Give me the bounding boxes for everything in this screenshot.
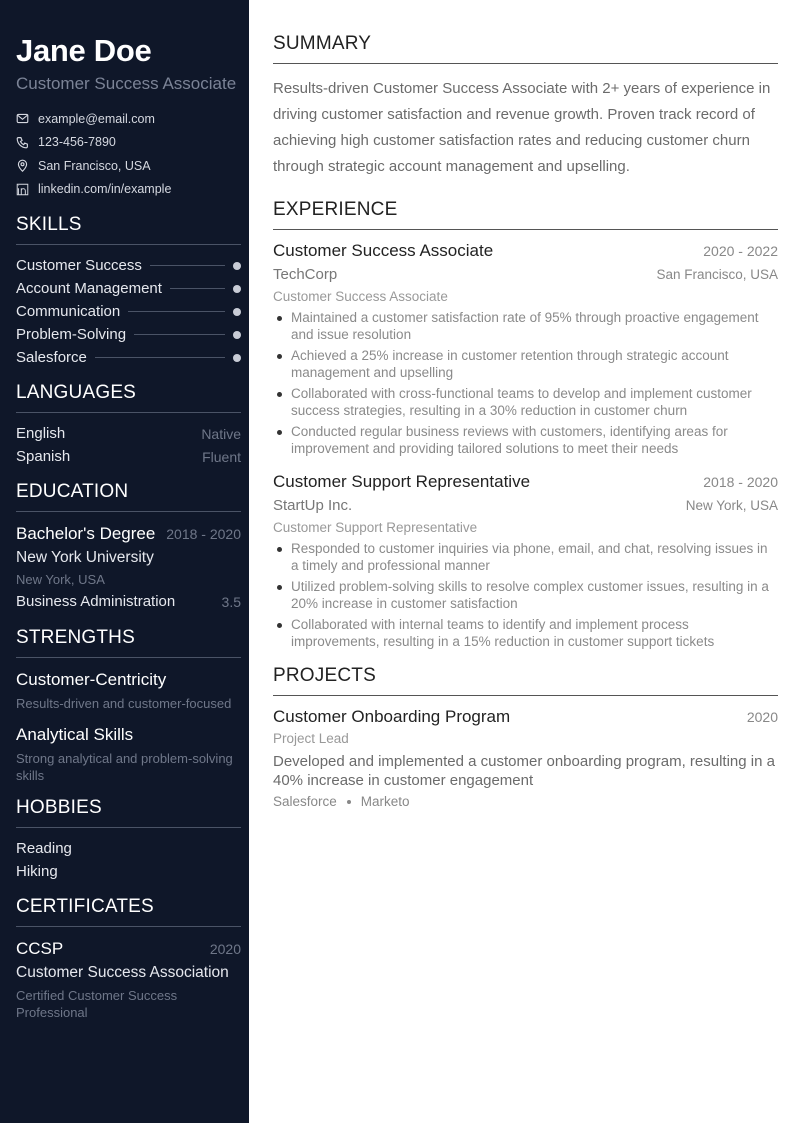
education-dates: 2018 - 2020 [166, 525, 241, 542]
job-company: TechCorp [273, 266, 338, 283]
project-role: Project Lead [273, 731, 349, 746]
certificate-year: 2020 [209, 940, 241, 957]
job-company: StartUp Inc. [273, 497, 353, 514]
education-degree: Bachelor's Degree [16, 524, 156, 543]
contact-phone-text: 123-456-7890 [38, 135, 116, 150]
job-role: Customer Success Associate [273, 289, 448, 304]
skill-dot [233, 331, 241, 339]
strength-title: Analytical Skills [16, 725, 134, 744]
person-name: Jane Doe [16, 33, 152, 68]
skill-label: Problem-Solving [16, 326, 127, 343]
experience-entry [273, 469, 778, 650]
summary-text: Results-driven Customer Success Associate with 2+ years of experience in driving customer satisfaction and revenue growth. Proven track record of achieving high customer satisfaction rates and reducing customer churn through strategic account management and upselling. [273, 80, 771, 175]
projects-heading: PROJECTS [273, 664, 778, 696]
phone-icon [16, 136, 29, 149]
project-tag: Salesforce [273, 794, 337, 809]
skill-item [16, 323, 241, 346]
linkedin-icon [16, 183, 29, 196]
education-gpa: 3.5 [221, 594, 241, 610]
strength-desc: Strong analytical and problem-solving skills [16, 751, 233, 783]
experience-heading: EXPERIENCE [273, 198, 778, 230]
project-title: Customer Onboarding Program [273, 707, 511, 726]
sidebar [0, 0, 249, 1123]
job-location: New York, USA [685, 498, 778, 513]
language-level: Fluent [202, 448, 241, 465]
skill-divider [134, 334, 225, 335]
job-dates: 2020 - 2022 [703, 243, 778, 259]
project-year: 2020 [746, 709, 778, 725]
tag-separator [347, 800, 351, 804]
education-entry [16, 521, 241, 614]
contact-phone[interactable] [16, 131, 241, 155]
strength-title: Customer-Centricity [16, 670, 167, 689]
languages-heading: LANGUAGES [16, 381, 241, 413]
certificate-org: Customer Success Association [16, 964, 229, 981]
experience-entry [273, 238, 778, 457]
job-bullet: Utilized problem-solving skills to resolve complex customer issues, resulting in a 20% increase in customer satisfaction [291, 578, 778, 612]
skill-divider [170, 288, 225, 289]
skill-dot [233, 308, 241, 316]
education-location: New York, USA [16, 572, 105, 587]
strength-item [16, 722, 241, 784]
job-title: Customer Success Associate [273, 241, 494, 260]
language-item [16, 422, 241, 445]
language-name: English [16, 425, 66, 442]
strengths-list [16, 667, 241, 784]
certificates-heading: CERTIFICATES [16, 895, 241, 927]
skill-dot [233, 285, 241, 293]
skill-label: Account Management [16, 280, 162, 297]
job-bullet: Collaborated with cross-functional teams to develop and implement customer success strategies, resulting in a 30% reduction in customer churn [291, 385, 778, 419]
skill-divider [150, 265, 225, 266]
project-tag: Marketo [360, 794, 410, 809]
mail-icon [16, 112, 29, 125]
language-level: Native [201, 425, 241, 442]
job-title: Customer Support Representative [273, 472, 531, 491]
skills-list [16, 254, 241, 369]
language-item [16, 445, 241, 468]
strength-item [16, 667, 241, 712]
skill-label: Salesforce [16, 349, 87, 366]
job-location: San Francisco, USA [656, 267, 778, 282]
job-role: Customer Support Representative [273, 520, 478, 535]
job-bullet: Maintained a customer satisfaction rate of 95% through proactive engagement and issue resolution [291, 309, 778, 343]
certificate-title: CCSP [16, 939, 64, 958]
strengths-heading: STRENGTHS [16, 626, 241, 658]
education-heading: EDUCATION [16, 480, 241, 512]
skill-divider [95, 357, 225, 358]
hobbies-heading: HOBBIES [16, 796, 241, 828]
job-dates: 2018 - 2020 [703, 474, 778, 490]
skill-divider [128, 311, 225, 312]
contact-email[interactable] [16, 107, 241, 131]
job-bullets [273, 309, 778, 457]
project-entry [273, 704, 778, 809]
contact-location [16, 154, 241, 178]
project-desc: Developed and implemented a customer onboarding program, resulting in a 40% increase in customer engagement [273, 753, 775, 789]
languages-list [16, 422, 241, 468]
skill-label: Customer Success [16, 257, 142, 274]
main-content [249, 0, 794, 1123]
hobby-item: Hiking [16, 863, 58, 880]
project-tags [273, 794, 778, 809]
skill-item [16, 346, 241, 369]
education-school: New York University [16, 549, 154, 566]
contact-email-text: example@email.com [38, 111, 155, 126]
skill-item [16, 254, 241, 277]
summary-heading: SUMMARY [273, 32, 778, 64]
job-bullet: Conducted regular business reviews with customers, identifying areas for improvement and providing tailored solutions to meet their needs [291, 423, 778, 457]
skill-item [16, 277, 241, 300]
strength-desc: Results-driven and customer-focused [16, 696, 232, 711]
job-bullet: Collaborated with internal teams to identify and implement process improvements, resulting in a 15% reduction in customer support tickets [291, 616, 778, 650]
hobbies-list [16, 837, 241, 883]
skill-dot [233, 262, 241, 270]
education-field: Business Administration [16, 593, 176, 610]
certificate-desc: Certified Customer Success Professional [16, 988, 178, 1020]
skill-dot [233, 354, 241, 362]
person-title: Customer Success Associate [16, 74, 237, 93]
contact-location-text: San Francisco, USA [38, 158, 151, 173]
skill-item [16, 300, 241, 323]
contact-linkedin[interactable] [16, 178, 241, 202]
hobby-item: Reading [16, 840, 72, 857]
certificate-entry [16, 936, 241, 1021]
skills-heading: SKILLS [16, 213, 241, 245]
job-bullet: Responded to customer inquiries via phone, email, and chat, resolving issues in a timely and professional manner [291, 540, 778, 574]
location-pin-icon [16, 159, 29, 172]
job-bullet: Achieved a 25% increase in customer retention through strategic account management and upselling [291, 347, 778, 381]
contact-list [16, 107, 241, 201]
job-bullets [273, 540, 778, 650]
contact-linkedin-text: linkedin.com/in/example [38, 182, 172, 197]
skill-label: Communication [16, 303, 121, 320]
language-name: Spanish [16, 448, 71, 465]
